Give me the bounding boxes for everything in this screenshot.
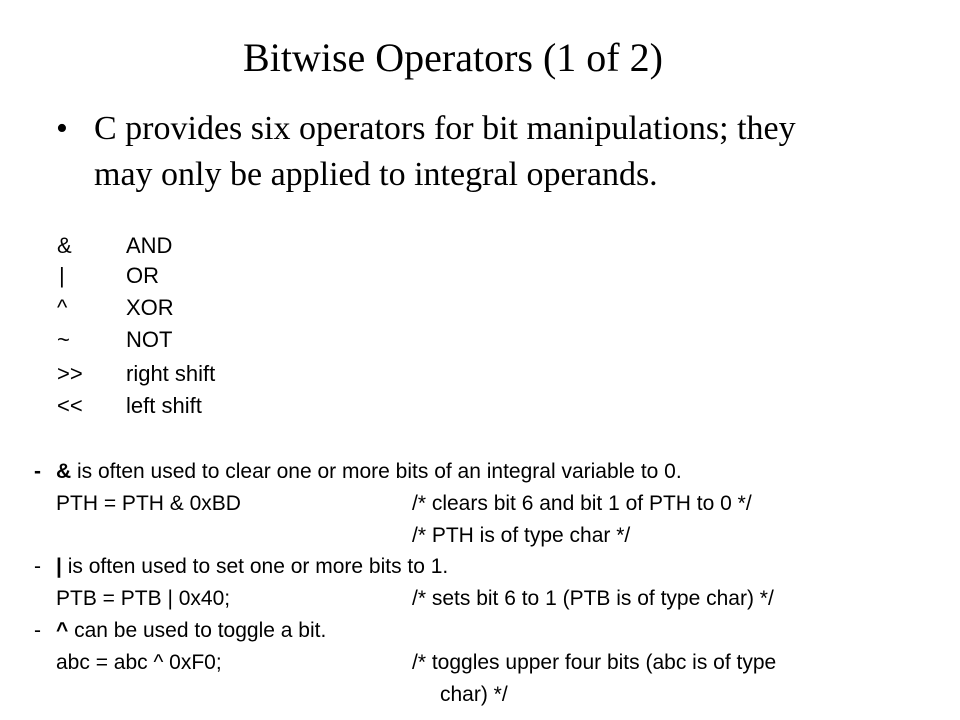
note-heading [56,458,682,485]
operator-symbol: >> [57,361,83,386]
note-comment: /* toggles upper four bits (abc is of type [412,651,777,674]
bullet-marker: • [56,110,68,147]
note-dash: - [34,619,41,642]
note-text: is often used to set one or more bits to 1. [61,555,449,578]
note-text: can be used to toggle a bit. [68,619,327,642]
operator-symbol: | [59,263,65,288]
operator-name: left shift [126,393,202,418]
operator-name: right shift [126,361,216,386]
note-code: PTB = PTB | 0x40; [56,587,231,610]
note-heading [56,553,448,580]
operator-symbol: ~ [57,327,70,352]
note-comment: /* PTH is of type char */ [412,524,631,547]
operator-symbol: & [57,233,72,258]
bullet-text-line-2: may only be applied to integral operands. [94,156,658,193]
bullet-text-line-1: C provides six operators for bit manipulations; they [94,110,796,147]
note-operator: | [56,555,62,578]
slide-title: Bitwise Operators (1 of 2) [243,35,663,80]
note-heading [56,617,326,644]
note-operator: & [56,460,72,483]
note-code: PTH = PTH & 0xBD [56,492,241,515]
operator-name: OR [126,263,159,288]
note-dash: - [34,555,41,578]
note-dash: - [34,460,41,483]
note-code: abc = abc ^ 0xF0; [56,651,222,674]
note-comment: /* clears bit 6 and bit 1 of PTH to 0 */ [412,492,752,515]
note-operator: ^ [56,619,69,642]
operator-symbol: << [57,393,83,418]
note-text: is often used to clear one or more bits of an integral variable to 0. [71,460,682,483]
operator-name: NOT [126,327,173,352]
note-comment: /* sets bit 6 to 1 (PTB is of type char) */ [412,587,774,610]
operator-symbol: ^ [57,295,68,320]
note-comment: char) */ [440,683,508,706]
operator-name: AND [126,233,173,258]
operator-name: XOR [126,295,174,320]
